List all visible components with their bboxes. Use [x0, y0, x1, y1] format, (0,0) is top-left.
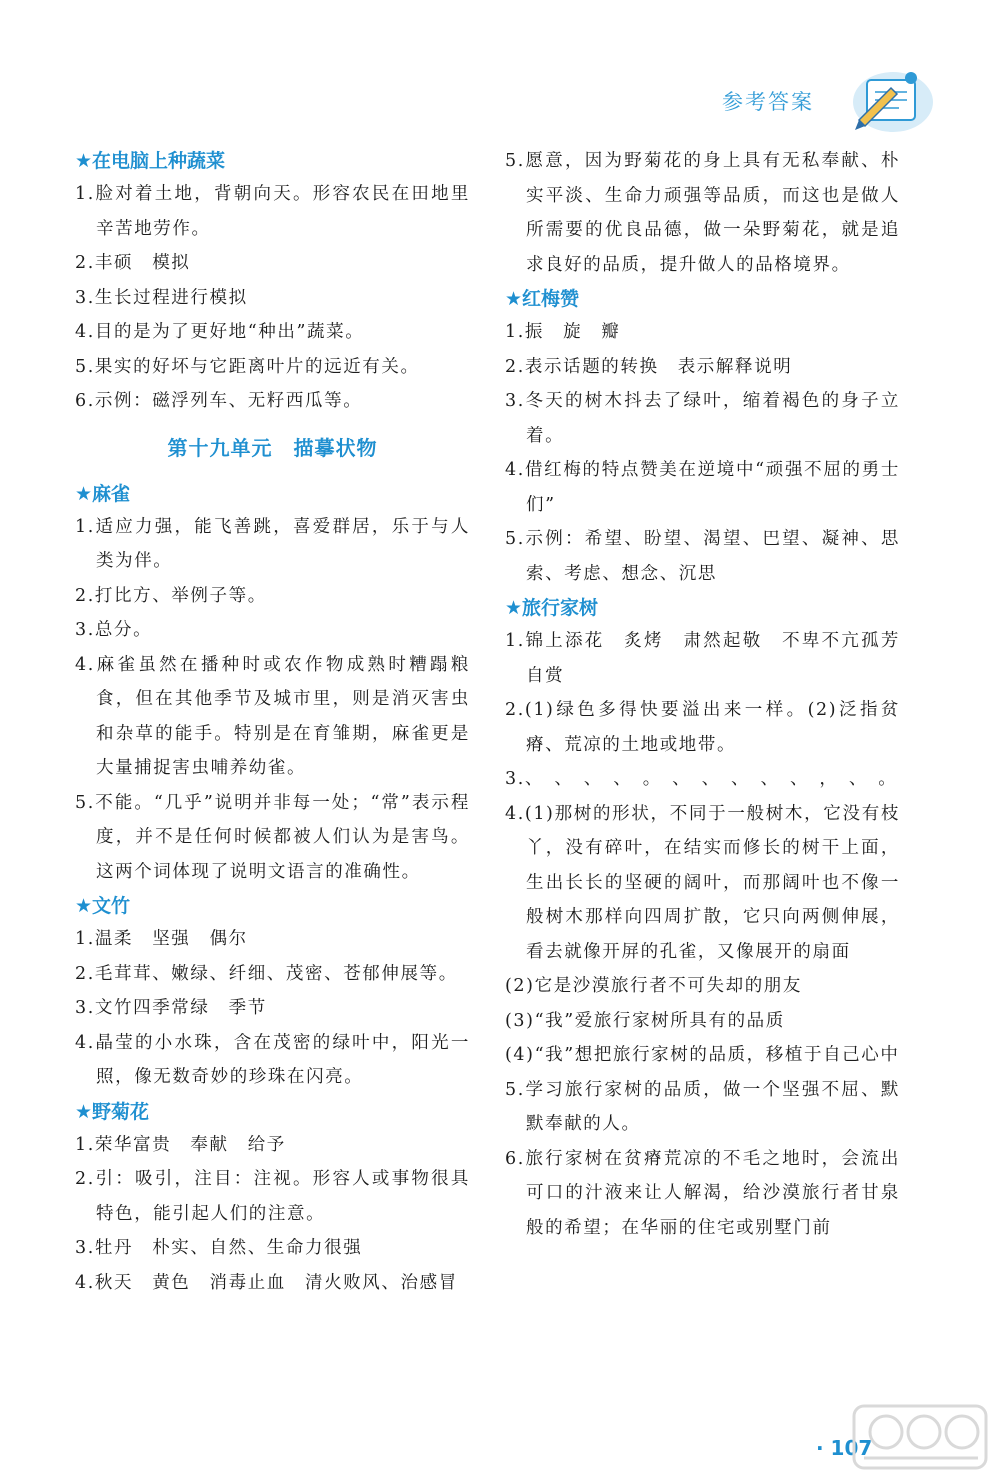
section-title: ★在电脑上种蔬菜	[75, 150, 226, 172]
answer-subitem: (3)“我”爱旅行家树所具有的品质	[505, 1010, 785, 1031]
answer-item: 3.冬天的树木抖去了绿叶，缩着褐色的身子立着。	[505, 391, 900, 446]
answer-item: 3.牡丹 朴实、自然、生命力很强	[75, 1238, 363, 1258]
section-title: ★红梅赞	[505, 288, 580, 310]
page-number: · 107	[816, 1436, 873, 1460]
answer-item: 5.果实的好坏与它距离叶片的远近有关。	[75, 356, 420, 377]
answer-item: 2.表示话题的转换 表示解释说明	[505, 356, 793, 377]
answer-item: 3.总分。	[75, 620, 153, 640]
answer-item: 3.文竹四季常绿 季节	[75, 998, 267, 1018]
left-column	[75, 144, 470, 1300]
answer-item: 1.锦上添花 炙烤 肃然起敬 不卑不亢孤芳自赏	[505, 631, 900, 686]
answer-item: 3.、 、 、 、 。 、 、 、 、 、 ， 、 。	[505, 769, 898, 789]
header-title: 参考答案	[722, 90, 814, 114]
section-title: ★文竹	[75, 895, 131, 917]
answer-item: 4.(1)那树的形状，不同于一般树木，它没有枝丫，没有碎叶，在结实而修长的树干上面，生出长长的坚硬的阔叶，而那阔叶也不像一般树木那样向四周扩散，它只向两侧伸展，看去就像开屏的孔雀，又像展开的扇面	[505, 803, 900, 962]
answer-item: 1.适应力强，能飞善跳，喜爱群居，乐于与人类为伴。	[75, 516, 470, 571]
section-title: ★麻雀	[75, 482, 131, 505]
answer-item: 1.温柔 坚强 偶尔	[75, 929, 248, 949]
answer-item: 4.目的是为了更好地“种出”蔬菜。	[75, 322, 365, 342]
answer-item: 1.振 旋 瓣	[505, 322, 621, 342]
unit-title: 第十九单元 描摹状物	[167, 435, 378, 460]
answer-item: 2.引：吸引，注目：注视。形容人或事物很具特色，能引起人们的注意。	[75, 1169, 470, 1224]
answer-item: 4.麻雀虽然在播种时或农作物成熟时糟蹋粮食，但在其他季节及城市里，则是消灭害虫和杂草的能手。特别是在育雏期，麻雀更是大量捕捉害虫哺养幼雀。	[75, 654, 470, 778]
page-header	[700, 62, 940, 142]
answer-item: 4.借红梅的特点赞美在逆境中“顽强不屈的勇士们”	[505, 460, 900, 515]
answer-item: 5.不能。“几乎”说明并非每一处；“常”表示程度，并不是任何时候都被人们认为是害鸟。这两个词体现了说明文语言的准确性。	[75, 792, 470, 882]
answer-subitem: (4)“我”想把旅行家树的品质，移植于自己心中	[505, 1045, 900, 1065]
answer-item: 5.示例：希望、盼望、渴望、巴望、凝神、思索、考虑、想念、沉思	[505, 529, 900, 584]
answer-item: 2.(1)绿色多得快要溢出来一样。(2)泛指贫瘠、荒凉的土地或地带。	[505, 700, 900, 755]
answer-item: 4.晶莹的小水珠，含在茂密的绿叶中，阳光一照，像无数奇妙的珍珠在闪亮。	[75, 1032, 470, 1087]
section-title: ★野菊花	[75, 1100, 150, 1123]
answer-item: 2.毛茸茸、嫩绿、纤细、茂密、苍郁伸展等。	[75, 963, 458, 984]
answer-subitem: (2)它是沙漠旅行者不可失却的朋友	[505, 976, 802, 996]
answer-item: 2.丰硕 模拟	[75, 253, 191, 273]
answer-item: 5.愿意，因为野菊花的身上具有无私奉献、朴实平淡、生命力顽强等品质，而这也是做人所需要的优良品德，做一朵野菊花，就是追求良好的品质，提升做人的品格境界。	[505, 151, 900, 275]
answer-item: 1.荣华富贵 奉献 给予	[75, 1134, 286, 1155]
answer-item: 3.生长过程进行模拟	[75, 287, 248, 308]
answer-item: 5.学习旅行家树的品质，做一个坚强不屈、默默奉献的人。	[505, 1079, 900, 1134]
answer-item: 4.秋天 黄色 消毒止血 清火败风、治感冒	[75, 1272, 458, 1293]
answer-item: 2.打比方、举例子等。	[75, 585, 267, 606]
watermark-logo	[846, 1400, 996, 1475]
right-column	[505, 144, 900, 1245]
answer-item: 6.旅行家树在贫瘠荒凉的不毛之地时，会流出可口的汁液来让人解渴，给沙漠旅行者甘泉般的希望；在华丽的住宅或别墅门前	[505, 1148, 900, 1238]
answer-item: 6.示例：磁浮列车、无籽西瓜等。	[75, 391, 363, 411]
notebook-pencil-icon	[845, 62, 935, 137]
answer-item: 1.脸对着土地，背朝向天。形容农民在田地里辛苦地劳作。	[75, 184, 470, 239]
section-title: ★旅行家树	[505, 597, 599, 619]
